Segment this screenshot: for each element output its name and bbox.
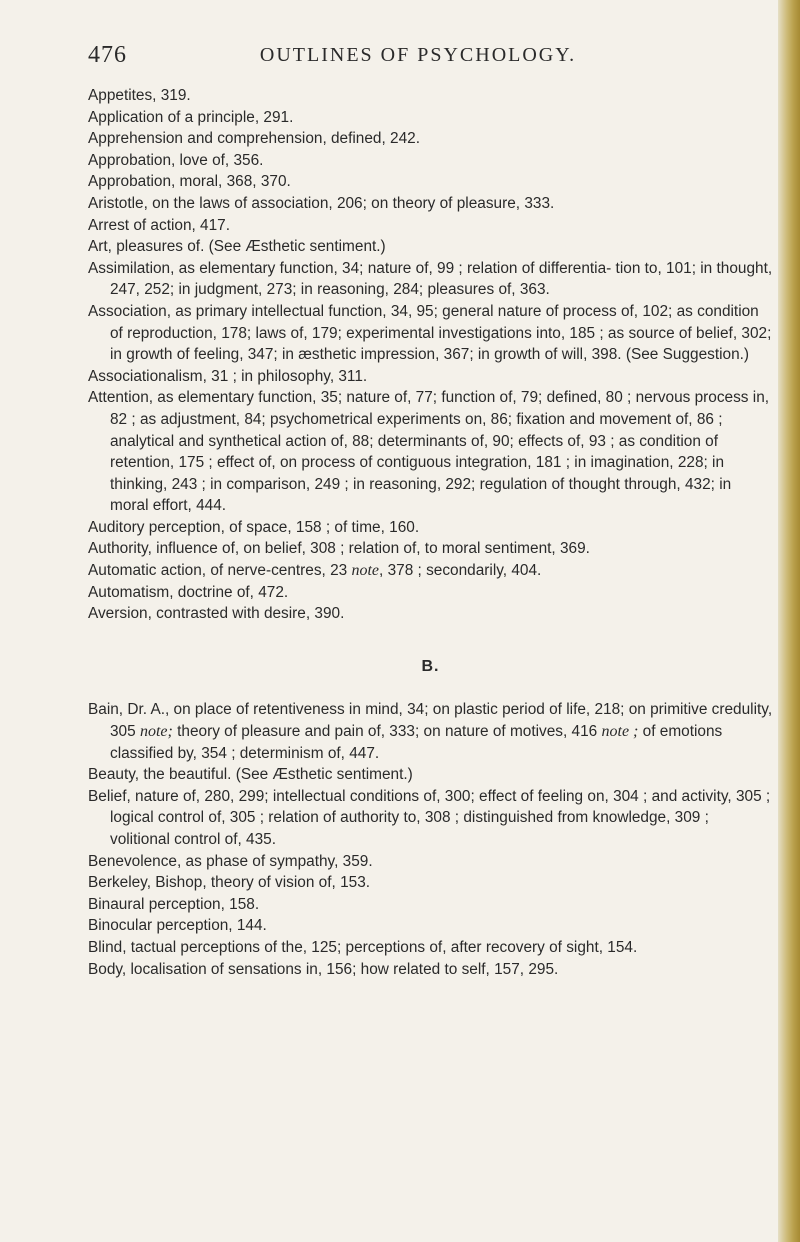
- index-entry: Associationalism, 31 ; in philosophy, 311.: [88, 367, 368, 385]
- index-entry: Aristotle, on the laws of association, 206; on theory of pleasure, 333.: [88, 194, 555, 212]
- index-entry: Binocular perception, 144.: [88, 917, 267, 935]
- index-section-a: [88, 85, 773, 625]
- entry-text: Bain, Dr. A., on place of retentiveness in mind, 34; on plastic period of life, 218; on primitive credulity, 305: [88, 701, 773, 741]
- index-entry: Approbation, moral, 368, 370.: [88, 173, 291, 191]
- note-italic: note: [351, 562, 380, 580]
- index-entry: Automatism, doctrine of, 472.: [88, 583, 289, 601]
- index-entry: Authority, influence of, on belief, 308 ; relation of, to moral sentiment, 369.: [88, 540, 590, 558]
- index-entry: Auditory perception, of space, 158 ; of time, 160.: [88, 518, 420, 536]
- index-entry: Body, localisation of sensations in, 156; how related to self, 157, 295.: [88, 960, 559, 978]
- entry-text: Automatic action, of nerve-centres, 23: [88, 562, 352, 580]
- page-header: [88, 42, 748, 78]
- index-entry-bain: [88, 699, 773, 764]
- page-edge-gilt: [778, 0, 800, 1242]
- entry-text: , 378 ; secondarily, 404.: [379, 562, 542, 580]
- index-entry: Belief, nature of, 280, 299; intellectual conditions of, 300; effect of feeling on, 304 ; and activity, 305 ; logical control of, 305 ; relation of authority to, 308 ; distinguished from knowledge, 309 ; volitional control of, 435.: [88, 787, 771, 848]
- index-entry: Berkeley, Bishop, theory of vision of, 153.: [88, 874, 371, 892]
- index-entry: Arrest of action, 417.: [88, 216, 231, 234]
- index-entry: Art, pleasures of. (See Æsthetic sentiment.): [88, 238, 386, 256]
- index-entry: Attention, as elementary function, 35; nature of, 77; function of, 79; defined, 80 ; nervous process in, 82 ; as adjustment, 84; psychometrical experiments on, 86; fixation and movement of, 86 ; analytical and synthetical action of, 88; determinants of, 90; effects of, 93 ; as condition of retention, 175 ; effect of, on process of contiguous integration, 181 ; in imagination, 228; in thinking, 243 ; in comparison, 249 ; in reasoning, 292; regulation of thought through, 432; in moral effort, 444.: [88, 389, 770, 515]
- note-italic: note ;: [601, 723, 639, 741]
- index-entry: Beauty, the beautiful. (See Æsthetic sentiment.): [88, 766, 413, 784]
- index-entry: Apprehension and comprehension, defined, 242.: [88, 130, 420, 148]
- entry-text: of emotions classified by, 354 ; determinism of, 447.: [110, 723, 723, 762]
- index-entry: Blind, tactual perceptions of the, 125; perceptions of, after recovery of sight, 154.: [88, 938, 638, 956]
- index-entry: Appetites, 319.: [88, 87, 191, 104]
- index-entry: Assimilation, as elementary function, 34; nature of, 99 ; relation of differentia- tion to, 101; in thought, 247, 252; in judgment, 273; in reasoning, 284; pleasures of, 363.: [88, 259, 773, 299]
- index-entry: Benevolence, as phase of sympathy, 359.: [88, 852, 373, 870]
- note-italic: note;: [139, 723, 173, 741]
- index-section-b: [88, 699, 773, 980]
- running-title: OUTLINES OF PSYCHOLOGY.: [259, 44, 577, 66]
- index-entry: Binaural perception, 158.: [88, 895, 260, 913]
- page-number: 476: [88, 42, 127, 68]
- index-entry-automatic-action: [88, 560, 773, 582]
- index-entry: Approbation, love of, 356.: [88, 151, 264, 169]
- entry-text: theory of pleasure and pain of, 333; on nature of motives, 416: [172, 723, 602, 741]
- index-entry: Association, as primary intellectual function, 34, 95; general nature of process of, 102; as condition of reproduction, 178; laws of, 179; experimental investigations into, 185 ; as source of belief, 302; in growth of feeling, 347; in æsthetic impression, 367; in growth of will, 398. (See Suggestion.): [88, 302, 772, 364]
- index-entry: Application of a principle, 291.: [88, 108, 294, 126]
- section-heading-b: B.: [421, 657, 440, 675]
- index-entry: Aversion, contrasted with desire, 390.: [88, 605, 345, 623]
- index-content: [88, 85, 773, 980]
